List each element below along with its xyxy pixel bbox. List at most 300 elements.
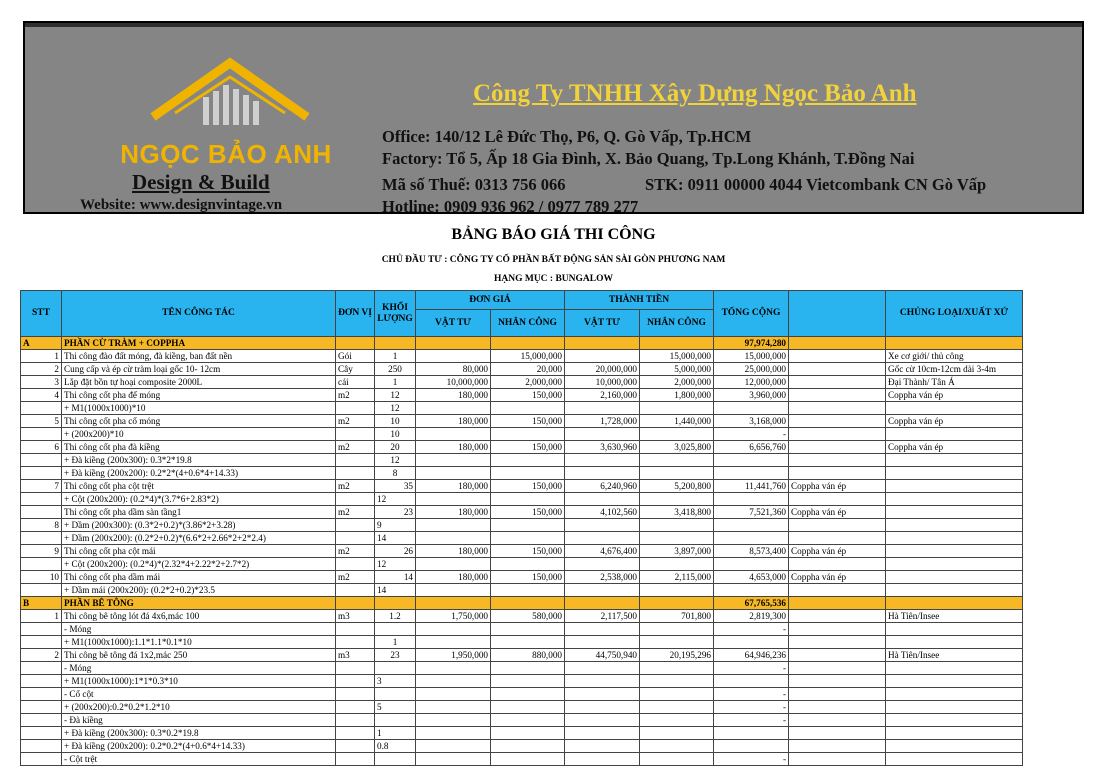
table-header — [21, 291, 1023, 337]
row-stt: 9 — [21, 545, 62, 558]
row-origin — [886, 714, 1023, 727]
row-note — [789, 454, 886, 467]
row-origin — [886, 493, 1023, 506]
row-labor-price — [491, 623, 565, 636]
row-material-amount — [565, 467, 640, 480]
row-quantity: 0.8 — [375, 740, 416, 753]
header-material: VẬT TƯ — [416, 310, 491, 337]
row-material-amount — [565, 688, 640, 701]
row-labor-price — [491, 701, 565, 714]
row-labor-price — [491, 532, 565, 545]
row-origin — [886, 506, 1023, 519]
row-origin: Xe cơ giới/ thủ công — [886, 350, 1023, 363]
row-total: 7,521,360 — [714, 506, 789, 519]
row-labor-price: 150,000 — [491, 506, 565, 519]
row-note: Coppha ván ép — [789, 571, 886, 584]
row-unit — [336, 558, 375, 571]
row-material-price — [416, 753, 491, 766]
table-row — [21, 493, 1023, 506]
row-unit — [336, 662, 375, 675]
row-task: + Đà kiềng (200x300): 0.3*2*19.8 — [62, 454, 336, 467]
row-stt: A — [21, 337, 62, 350]
row-note — [789, 688, 886, 701]
row-material-amount — [565, 623, 640, 636]
owner-line: CHỦ ĐẦU TƯ : CÔNG TY CỔ PHẦN BẤT ĐỘNG SẢN SÀI GÒN PHƯƠNG NAM — [381, 255, 726, 265]
row-material-price — [416, 467, 491, 480]
row-task: + Đà kiềng (200x200): 0.2*0.2*(4+0.6*4+14.33) — [62, 740, 336, 753]
row-task: Thi công cốt pha đà kiềng — [62, 441, 336, 454]
row-labor-amount: 701,800 — [640, 610, 714, 623]
row-labor-price — [491, 519, 565, 532]
row-total — [714, 675, 789, 688]
row-labor-amount — [640, 675, 714, 688]
row-labor-amount — [640, 740, 714, 753]
row-quantity — [375, 337, 416, 350]
row-unit — [336, 623, 375, 636]
row-note — [789, 727, 886, 740]
hotline: Hotline: 0909 936 962 / 0977 789 277 — [382, 197, 639, 216]
table-row — [21, 545, 1023, 558]
row-origin — [886, 753, 1023, 766]
row-stt — [21, 636, 62, 649]
row-total: - — [714, 753, 789, 766]
row-task: + M1(1000x1000)*10 — [62, 402, 336, 415]
table-row — [21, 649, 1023, 662]
row-material-price: 180,000 — [416, 415, 491, 428]
row-stt — [21, 662, 62, 675]
row-quantity: 14 — [375, 584, 416, 597]
row-task: Thi công bê tông đá 1x2,mác 250 — [62, 649, 336, 662]
header-unit: ĐƠN VỊ — [336, 291, 375, 337]
row-material-price — [416, 675, 491, 688]
row-stt — [21, 623, 62, 636]
row-total — [714, 402, 789, 415]
row-origin — [886, 558, 1023, 571]
table-row — [21, 402, 1023, 415]
row-note — [789, 610, 886, 623]
row-quantity — [375, 597, 416, 610]
row-origin: Hà Tiên/Insee — [886, 610, 1023, 623]
row-labor-price: 150,000 — [491, 441, 565, 454]
row-labor-amount: 5,000,000 — [640, 363, 714, 376]
row-origin — [886, 467, 1023, 480]
row-unit — [336, 454, 375, 467]
row-material-amount — [565, 675, 640, 688]
row-labor-price: 580,000 — [491, 610, 565, 623]
table-row — [21, 389, 1023, 402]
table-row — [21, 571, 1023, 584]
table-row — [21, 662, 1023, 675]
category-line: HẠNG MỤC : BUNGALOW — [493, 274, 613, 284]
row-labor-amount: 3,418,800 — [640, 506, 714, 519]
header-quantity: KHỐI LƯỢNG — [375, 291, 416, 337]
row-quantity: 1 — [375, 350, 416, 363]
row-stt: B — [21, 597, 62, 610]
table-row — [21, 688, 1023, 701]
row-material-price — [416, 558, 491, 571]
row-labor-price: 150,000 — [491, 415, 565, 428]
row-labor-price — [491, 454, 565, 467]
row-material-amount: 6,240,960 — [565, 480, 640, 493]
row-labor-price — [491, 558, 565, 571]
row-stt — [21, 428, 62, 441]
row-material-price: 10,000,000 — [416, 376, 491, 389]
row-origin — [886, 571, 1023, 584]
row-total: - — [714, 714, 789, 727]
row-quantity: 1 — [375, 376, 416, 389]
row-origin — [886, 532, 1023, 545]
row-total: 67,765,536 — [714, 597, 789, 610]
row-stt: 5 — [21, 415, 62, 428]
row-quantity: 1 — [375, 636, 416, 649]
row-quantity: 250 — [375, 363, 416, 376]
row-material-amount — [565, 350, 640, 363]
row-stt: 6 — [21, 441, 62, 454]
row-material-amount — [565, 402, 640, 415]
row-material-price — [416, 727, 491, 740]
table-row — [21, 753, 1023, 766]
row-stt — [21, 675, 62, 688]
table-row — [21, 727, 1023, 740]
row-material-price — [416, 714, 491, 727]
row-unit: cái — [336, 376, 375, 389]
row-note — [789, 493, 886, 506]
row-origin — [886, 662, 1023, 675]
row-labor-amount: 15,000,000 — [640, 350, 714, 363]
row-material-amount: 2,538,000 — [565, 571, 640, 584]
row-labor-price — [491, 402, 565, 415]
row-material-amount — [565, 701, 640, 714]
row-labor-price: 150,000 — [491, 571, 565, 584]
table-row — [21, 532, 1023, 545]
row-labor-price — [491, 493, 565, 506]
row-total: - — [714, 428, 789, 441]
row-unit — [336, 532, 375, 545]
row-origin — [886, 597, 1023, 610]
row-labor-price — [491, 753, 565, 766]
row-task: + M1(1000x1000):1.1*1.1*0.1*10 — [62, 636, 336, 649]
row-material-amount — [565, 727, 640, 740]
row-origin: Đại Thành/ Tân Á — [886, 376, 1023, 389]
row-task: - Cột trệt — [62, 753, 336, 766]
row-origin: Gốc cừ 10cm-12cm dài 3-4m — [886, 363, 1023, 376]
row-note — [789, 701, 886, 714]
row-material-amount: 4,102,560 — [565, 506, 640, 519]
row-task: + Đà kiềng (200x200): 0.2*2*(4+0.6*4+14.33) — [62, 467, 336, 480]
row-labor-amount — [640, 688, 714, 701]
row-origin — [886, 545, 1023, 558]
row-total: - — [714, 688, 789, 701]
row-note — [789, 402, 886, 415]
row-stt — [21, 493, 62, 506]
row-stt — [21, 506, 62, 519]
row-labor-price: 20,000 — [491, 363, 565, 376]
row-labor-amount — [640, 519, 714, 532]
row-material-price — [416, 636, 491, 649]
row-material-price — [416, 428, 491, 441]
row-task: + (200x200)*10 — [62, 428, 336, 441]
row-labor-amount — [640, 623, 714, 636]
table-row — [21, 428, 1023, 441]
row-origin — [886, 688, 1023, 701]
row-task: - Đà kiềng — [62, 714, 336, 727]
row-material-amount: 20,000,000 — [565, 363, 640, 376]
row-quantity: 12 — [375, 389, 416, 402]
row-labor-price — [491, 428, 565, 441]
row-note — [789, 753, 886, 766]
row-stt: 7 — [21, 480, 62, 493]
row-labor-amount — [640, 714, 714, 727]
row-origin — [886, 337, 1023, 350]
office-address: Office: 140/12 Lê Đức Thọ, P6, Q. Gò Vấp, Tp.HCM — [382, 127, 752, 146]
row-material-amount: 1,728,000 — [565, 415, 640, 428]
row-task: - Móng — [62, 623, 336, 636]
row-material-price — [416, 701, 491, 714]
row-note — [789, 623, 886, 636]
row-task: + M1(1000x1000):1*1*0.3*10 — [62, 675, 336, 688]
row-material-amount — [565, 519, 640, 532]
row-material-amount: 44,750,940 — [565, 649, 640, 662]
row-material-amount — [565, 584, 640, 597]
row-total: 3,960,000 — [714, 389, 789, 402]
row-material-price: 180,000 — [416, 545, 491, 558]
table-row — [21, 740, 1023, 753]
row-total: 2,819,300 — [714, 610, 789, 623]
row-labor-amount — [640, 597, 714, 610]
row-note — [789, 584, 886, 597]
row-note — [789, 636, 886, 649]
row-material-price — [416, 402, 491, 415]
row-unit — [336, 337, 375, 350]
tagline: Design & Build — [132, 170, 270, 194]
header-blank — [789, 291, 886, 337]
row-material-price — [416, 597, 491, 610]
row-note: Coppha ván ép — [789, 545, 886, 558]
row-stt — [21, 584, 62, 597]
row-quantity: 12 — [375, 402, 416, 415]
table-row — [21, 675, 1023, 688]
row-unit — [336, 740, 375, 753]
row-labor-amount — [640, 636, 714, 649]
row-unit — [336, 584, 375, 597]
row-quantity: 1.2 — [375, 610, 416, 623]
header-amount: THÀNH TIỀN — [565, 291, 714, 310]
row-task: Thi công đào đất móng, đà kiềng, ban đất nền — [62, 350, 336, 363]
row-labor-price — [491, 636, 565, 649]
row-total: 4,653,000 — [714, 571, 789, 584]
row-stt: 8 — [21, 519, 62, 532]
header-amount-labor: NHÂN CÔNG — [640, 310, 714, 337]
row-material-price — [416, 688, 491, 701]
row-labor-amount: 2,000,000 — [640, 376, 714, 389]
table-row — [21, 714, 1023, 727]
row-task: Thi công cốt pha cột mái — [62, 545, 336, 558]
row-material-amount — [565, 493, 640, 506]
row-note: Coppha ván ép — [789, 480, 886, 493]
row-origin — [886, 740, 1023, 753]
row-unit: m3 — [336, 610, 375, 623]
row-labor-price — [491, 467, 565, 480]
row-labor-amount — [640, 402, 714, 415]
row-material-price — [416, 662, 491, 675]
row-material-amount: 4,676,400 — [565, 545, 640, 558]
row-unit — [336, 402, 375, 415]
row-note — [789, 675, 886, 688]
header-stt: STT — [21, 291, 62, 337]
row-stt — [21, 558, 62, 571]
row-total: - — [714, 701, 789, 714]
row-material-price — [416, 623, 491, 636]
row-quantity: 14 — [375, 532, 416, 545]
row-quantity — [375, 623, 416, 636]
row-total: 15,000,000 — [714, 350, 789, 363]
row-material-price — [416, 337, 491, 350]
table-row — [21, 363, 1023, 376]
row-task: - Cổ cột — [62, 688, 336, 701]
row-quantity: 3 — [375, 675, 416, 688]
row-origin — [886, 428, 1023, 441]
row-task: + (200x200):0.2*0.2*1.2*10 — [62, 701, 336, 714]
row-stt: 1 — [21, 610, 62, 623]
row-total — [714, 519, 789, 532]
row-task: + Dầm (200x300): (0.3*2+0.2)*(3.86*2+3.28) — [62, 519, 336, 532]
header-task: TÊN CÔNG TÁC — [62, 291, 336, 337]
row-note — [789, 337, 886, 350]
row-quantity: 12 — [375, 558, 416, 571]
row-labor-amount — [640, 753, 714, 766]
row-task: + Cột (200x200): (0.2*4)*(3.7*6+2.83*2) — [62, 493, 336, 506]
row-note — [789, 467, 886, 480]
row-note — [789, 597, 886, 610]
row-note — [789, 714, 886, 727]
row-total — [714, 727, 789, 740]
table-body — [21, 337, 1023, 766]
row-stt — [21, 714, 62, 727]
row-material-price: 180,000 — [416, 480, 491, 493]
row-task: Thi công cốt pha dầm sàn tầng1 — [62, 506, 336, 519]
row-total: 25,000,000 — [714, 363, 789, 376]
section-row — [21, 337, 1023, 350]
row-total: 64,946,236 — [714, 649, 789, 662]
row-material-price — [416, 493, 491, 506]
row-material-amount — [565, 454, 640, 467]
row-material-price: 80,000 — [416, 363, 491, 376]
row-unit: m2 — [336, 571, 375, 584]
row-labor-amount — [640, 467, 714, 480]
row-material-price: 1,750,000 — [416, 610, 491, 623]
row-total — [714, 584, 789, 597]
row-origin: Hà Tiên/Insee — [886, 649, 1023, 662]
table-row — [21, 480, 1023, 493]
row-unit — [336, 675, 375, 688]
row-stt — [21, 753, 62, 766]
row-stt: 4 — [21, 389, 62, 402]
row-origin — [886, 402, 1023, 415]
row-material-amount — [565, 714, 640, 727]
row-stt — [21, 727, 62, 740]
row-note — [789, 363, 886, 376]
row-labor-price: 880,000 — [491, 649, 565, 662]
row-labor-amount: 2,115,000 — [640, 571, 714, 584]
row-origin — [886, 701, 1023, 714]
row-quantity: 14 — [375, 571, 416, 584]
row-labor-amount: 3,025,800 — [640, 441, 714, 454]
row-total: 97,974,280 — [714, 337, 789, 350]
row-quantity — [375, 753, 416, 766]
row-origin — [886, 519, 1023, 532]
row-labor-price — [491, 740, 565, 753]
row-task: Thi công bê tông lót đá 4x6,mác 100 — [62, 610, 336, 623]
row-labor-amount — [640, 493, 714, 506]
row-material-price — [416, 532, 491, 545]
row-stt — [21, 532, 62, 545]
row-unit — [336, 753, 375, 766]
row-labor-amount — [640, 454, 714, 467]
company-logo — [105, 53, 345, 173]
tax-code: Mã số Thuế: 0313 756 066 — [382, 175, 566, 194]
row-material-price: 180,000 — [416, 571, 491, 584]
row-origin — [886, 480, 1023, 493]
row-total — [714, 454, 789, 467]
table-row — [21, 415, 1023, 428]
row-labor-price — [491, 584, 565, 597]
row-task: Thi công cốt pha cột trệt — [62, 480, 336, 493]
row-unit: m2 — [336, 415, 375, 428]
row-labor-price: 2,000,000 — [491, 376, 565, 389]
row-note — [789, 415, 886, 428]
row-unit: Cây — [336, 363, 375, 376]
row-unit: Gói — [336, 350, 375, 363]
quotation-table — [20, 290, 1023, 766]
row-labor-price: 150,000 — [491, 545, 565, 558]
table-row — [21, 623, 1023, 636]
row-unit — [336, 688, 375, 701]
row-material-price: 180,000 — [416, 441, 491, 454]
row-unit: m2 — [336, 441, 375, 454]
row-origin — [886, 727, 1023, 740]
row-material-amount — [565, 740, 640, 753]
row-material-amount — [565, 558, 640, 571]
row-total — [714, 493, 789, 506]
row-task: Thi công cốt pha dầm mái — [62, 571, 336, 584]
row-labor-amount: 3,897,000 — [640, 545, 714, 558]
header-unit-price: ĐƠN GIÁ — [416, 291, 565, 310]
row-quantity: 1 — [375, 727, 416, 740]
row-material-amount: 10,000,000 — [565, 376, 640, 389]
row-material-amount: 2,160,000 — [565, 389, 640, 402]
table-row — [21, 467, 1023, 480]
row-task: + Đà kiềng (200x300): 0.3*0.2*19.8 — [62, 727, 336, 740]
row-quantity — [375, 714, 416, 727]
row-unit — [336, 519, 375, 532]
bank-account: STK: 0911 00000 4044 Vietcombank CN Gò Vấp — [645, 175, 987, 194]
row-quantity: 35 — [375, 480, 416, 493]
row-quantity: 10 — [375, 428, 416, 441]
row-labor-price — [491, 337, 565, 350]
website-link[interactable]: Website: www.designvintage.vn — [80, 197, 283, 213]
row-total — [714, 740, 789, 753]
row-unit — [336, 493, 375, 506]
row-note: Coppha ván ép — [789, 506, 886, 519]
row-labor-amount: 1,800,000 — [640, 389, 714, 402]
row-stt: 2 — [21, 649, 62, 662]
row-stt — [21, 402, 62, 415]
row-origin: Coppha ván ép — [886, 415, 1023, 428]
row-quantity: 23 — [375, 506, 416, 519]
row-material-price: 180,000 — [416, 389, 491, 402]
row-note — [789, 428, 886, 441]
row-note — [789, 441, 886, 454]
